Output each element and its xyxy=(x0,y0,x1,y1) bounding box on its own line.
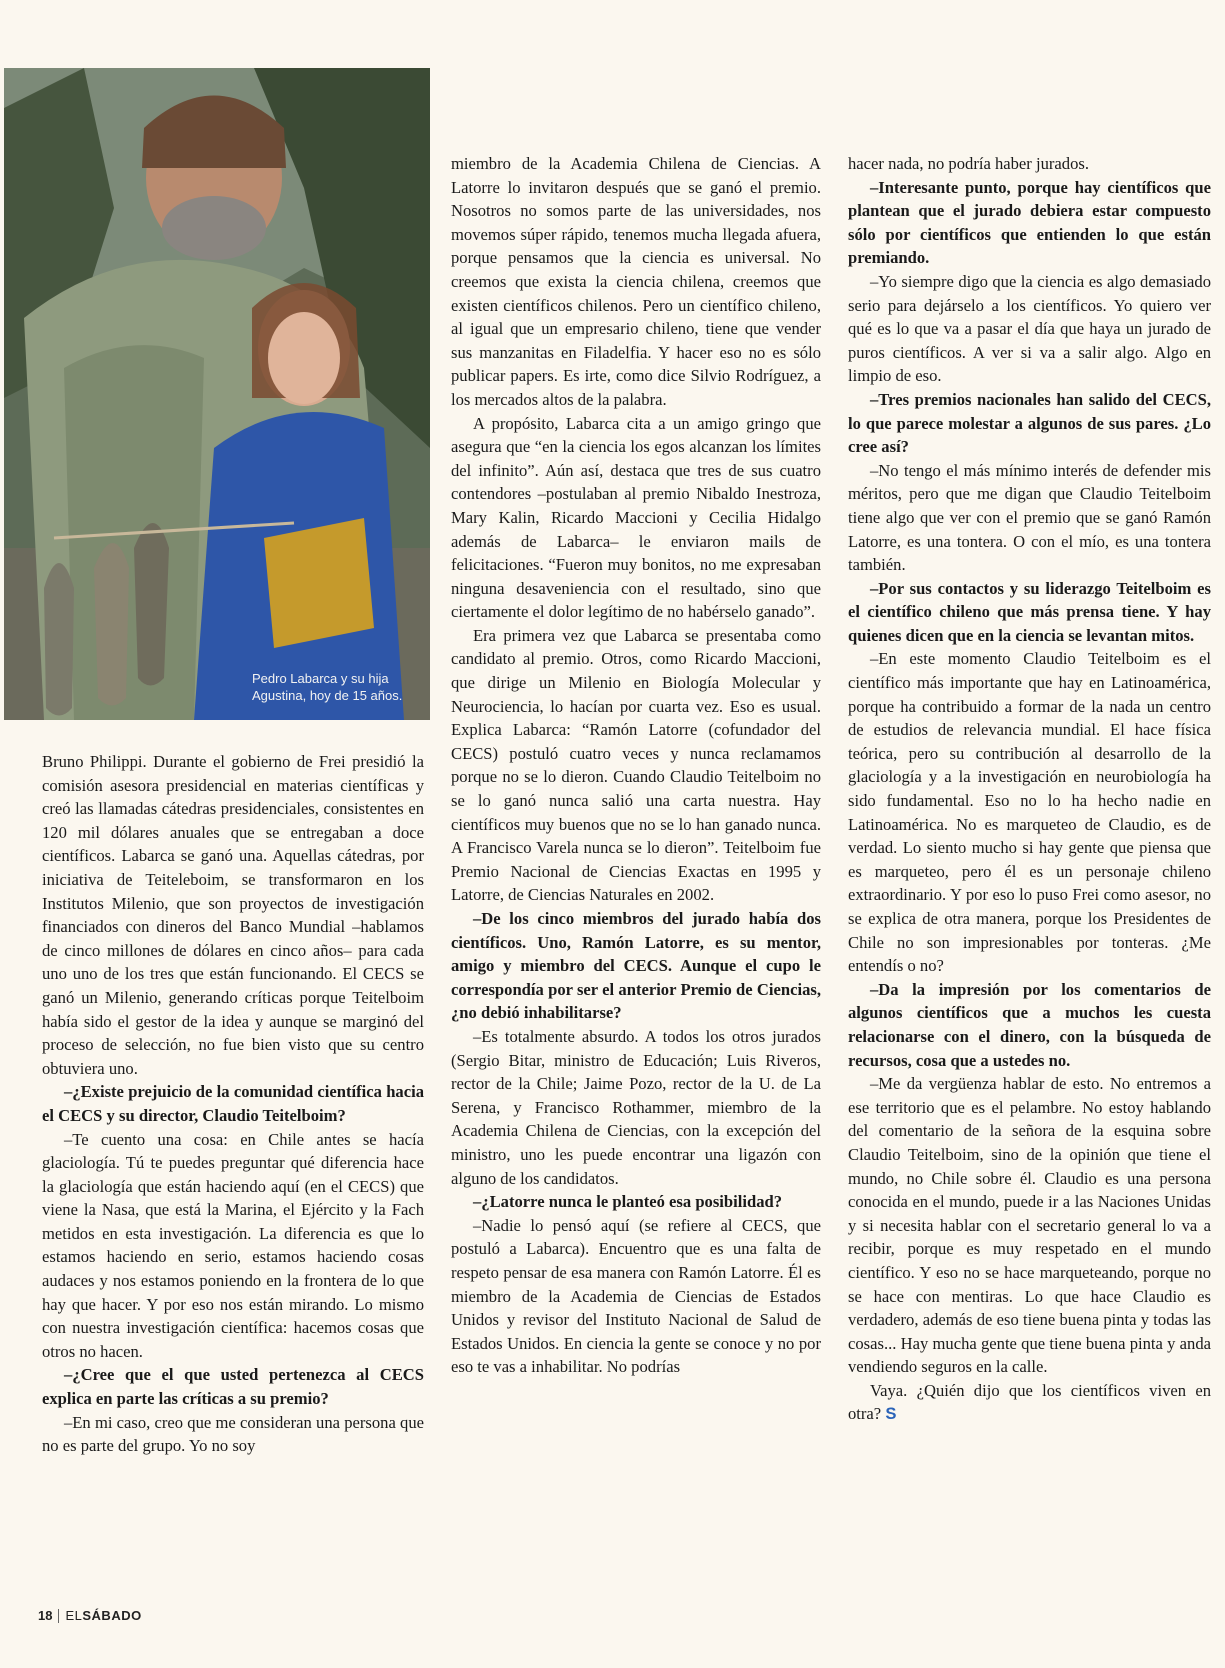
end-mark: S xyxy=(885,1404,897,1424)
interview-answer: –Es totalmente absurdo. A todos los otros jurados (Sergio Bitar, ministro de Educación; Luis Riveros, rector de la Chile; Jaime Pozo, rector de la U. de La Serena, y Francisco Rothammer, miembro de la Academia Chilena de Ciencias, con la excepción del ministro, uno les puede encontrar una ligazón con alguno de los candidatos. xyxy=(451,1026,821,1188)
paragraph: Era primera vez que Labarca se presentaba como candidato al premio. Otros, como Ricardo Maccioni, que dirige un Milenio en Biología Molecular y Neurociencia, lo hacían por cuarta vez. Eso es usual. Explica Labarca: “Ramón Latorre (cofundador del CECS) postuló cuatro veces y nunca reclamamos porque no se lo dieron. Cuando Claudio Teitelboim no se lo ganó nunca salió una carta nuestra. Hay científicos muy buenos que no se lo han ganado nunca. A Francisco Varela nunca se lo dieron”. Teitelboim fue Premio Nacional de Ciencias Exactas en 1995 y Latorre, de Ciencias Naturales en 2002. xyxy=(451,625,821,905)
interview-answer: –En mi caso, creo que me consideran una persona que no es parte del grupo. Yo no soy xyxy=(42,1412,424,1456)
photo-caption xyxy=(252,670,412,704)
interview-question: –De los cinco miembros del jurado había dos científicos. Uno, Ramón Latorre, es su mentor, amigo y miembro del CECS. Aunque el cupo le correspondía por ser el anterior Premio de Ciencias, ¿no debió inhabilitarse? xyxy=(451,909,821,1023)
interview-question: –¿Cree que el que usted pertenezca al CECS explica en parte las críticas a su premio? xyxy=(42,1365,424,1409)
column-1 xyxy=(42,750,424,1458)
paragraph: miembro de la Academia Chilena de Ciencias. A Latorre lo invitaron después que se ganó el premio. Nosotros no somos parte de las universidades, nos movemos súper rápido, tenemos mucha llegada afuera, porque pensamos que la ciencia es universal. No creemos que exista la ciencia chilena, creemos que existen científicos chilenos. Pero un científico chileno, al igual que un empresario chileno, tiene que vender sus manzanitas en Filadelfia. Y hacer eso no es sólo publicar papers. Es irte, como dice Silvio Rodríguez, a los mercados altos de la palabra. xyxy=(451,154,821,409)
photo-illustration xyxy=(4,68,430,720)
interview-answer: –Te cuento una cosa: en Chile antes se hacía glaciología. Tú te puedes preguntar qué diferencia hace la glaciología que están haciendo aquí (en el CECS) que viene la Nasa, que está la Marina, el Ejército y la Fach metidos en esta investigación. La diferencia es que lo estamos haciendo en serio, estamos haciendo cosas audaces y nos estamos poniendo en la frontera de lo que hay que hacer. Y por eso nos están mirando. Lo mismo con nuestra investigación científica: hacemos cosas que otros no hacen. xyxy=(42,1129,424,1361)
interview-question: –¿Existe prejuicio de la comunidad científica hacia el CECS y su director, Claudio Teitelboim? xyxy=(42,1082,424,1125)
article-photo xyxy=(4,68,430,720)
interview-answer: –Nadie lo pensó aquí (se refiere al CECS, que postuló a Labarca). Encuentro que es una falta de respeto pensar de esa manera con Ramón Latorre. Él es miembro de la Academia de Ciencias de Estados Unidos y revisor del Instituto Nacional de Salud de Estados Unidos. En ciencia la gente se conoce y no por eso te vas a inhabilitar. No podrías xyxy=(451,1215,821,1377)
caption-line-1: Pedro Labarca y su hija xyxy=(252,671,389,686)
column-3 xyxy=(848,152,1211,1426)
interview-question: –Por sus contactos y su liderazgo Teitelboim es el científico chileno que más prensa tiene. Y hay quienes dicen que en la ciencia se levantan mitos. xyxy=(848,578,1211,645)
interview-answer: –Yo siempre digo que la ciencia es algo demasiado serio para dejárselo a los científicos. Yo quiero ver qué es lo que va a pasar el día que haya un jurado de puros científicos. A ver si va a salir algo. Algo en limpio de eso. xyxy=(848,271,1211,386)
closing-text: Vaya. ¿Quién dijo que los científicos viven en otra? xyxy=(848,1380,1211,1424)
paragraph: A propósito, Labarca cita a un amigo gringo que asegura que “en la ciencia los egos alcanzan los límites del infinito”. Aún así, destaca que tres de sus cuatro contendores –postulaban al premio Nibaldo Inestroza, Mary Kalin, Ricardo Maccioni y Cecilia Hidalgo además de Labarca– le enviaron mails de felicitaciones. “Fueron muy bonitos, no me expresaban ninguna desaveniencia con el resultado, sino que ciertamente el dolor legítimo de no habérselo ganado”. xyxy=(451,413,821,622)
paragraph: hacer nada, no podría haber jurados. xyxy=(848,154,1089,173)
brand-prefix: EL xyxy=(65,1608,83,1623)
interview-question: –¿Latorre nunca le planteó esa posibilidad? xyxy=(473,1192,783,1212)
interview-question: –Da la impresión por los comentarios de algunos científicos que a muchos les cuesta relacionarse con el dinero, con la búsqueda de recursos, cosa que a ustedes no. xyxy=(848,979,1211,1070)
interview-answer: –No tengo el más mínimo interés de defender mis méritos, pero que me digan que Claudio Teitelboim tiene algo que ver con el premio que se ganó Ramón Latorre, es una tontera. O con el mío, es una tontera también. xyxy=(848,460,1211,575)
interview-question: –Interesante punto, porque hay científicos que plantean que el jurado debiera estar compuesto sólo por científicos que entienden lo que están premiando. xyxy=(848,177,1211,268)
paragraph: Bruno Philippi. Durante el gobierno de Frei presidió la comisión asesora presidencial en materias científicas y creó las llamadas cátedras presidenciales, consistentes en 120 mil dólares anuales que se entregaban a doce científicos. Labarca se ganó una. Aquellas cátedras, por iniciativa de Teiteleboim, se transformaron en los Institutos Milenio, que son proyectos de investigación financiados con dineros del Banco Mundial –hablamos de cinco millones de dólares en cinco años– para cada uno uno de los tres que están funcionando. El CECS se ganó un Milenio, generando críticas porque Teitelboim había sido el gestor de la idea y aunque se marginó del proceso de selección, no fue bien visto que su centro obtuviera uno. xyxy=(42,752,424,1078)
magazine-brand xyxy=(65,1608,141,1623)
footer-divider xyxy=(58,1609,59,1623)
caption-line-2: Agustina, hoy de 15 años. xyxy=(252,688,403,703)
column-2 xyxy=(451,152,821,1379)
page-footer xyxy=(38,1608,142,1623)
interview-question: –Tres premios nacionales han salido del CECS, lo que parece molestar a algunos de sus pares. ¿Lo cree así? xyxy=(848,389,1211,457)
interview-answer: –Me da vergüenza hablar de esto. No entremos a ese territorio que es el pelambre. No estoy hablando del comentario de la señora de la esquina sobre Claudio Teitelboim, sino de la opinión que tiene el mundo, no Chile sobre él. Claudio es una persona conocida en el mundo, puede ir a las Naciones Unidas y si necesita hablar con el secretario general lo va a recibir, porque es muy respetado en el mundo científico. Y eso no se hace marqueteando, porque no se hace con mentiras. Lo que hace Claudio es verdadero, además de eso tiene buena pinta y todas las cosas... Hay mucha gente que tiene buena pinta y anda vendiendo seguros en la calle. xyxy=(848,1074,1211,1377)
page-number: 18 xyxy=(38,1608,53,1623)
brand-name: SÁBADO xyxy=(82,1608,142,1623)
interview-answer: –En este momento Claudio Teitelboim es el científico más importante que hay en Latinoamérica, porque ha contribuido a formar de la nada un centro de estudios de relevancia mundial. El hace física teórica, pero su contribución al desarrollo de la glaciología y a la investigación en neurobiología ha sido fundamental. Eso no lo ha hecho nadie en Latinoamérica. No es marqueteo de Claudio, es de verdad. Lo siento mucho si hay gente que piensa que es marqueteo, pero él es un personaje chileno extraordinario. Y por eso lo puso Frei como asesor, no se explica de otra manera, porque los Presidentes de Chile no son impresionables por tonteras. ¿Me entendís o no? xyxy=(848,649,1211,976)
closing-paragraph xyxy=(848,1379,1211,1426)
